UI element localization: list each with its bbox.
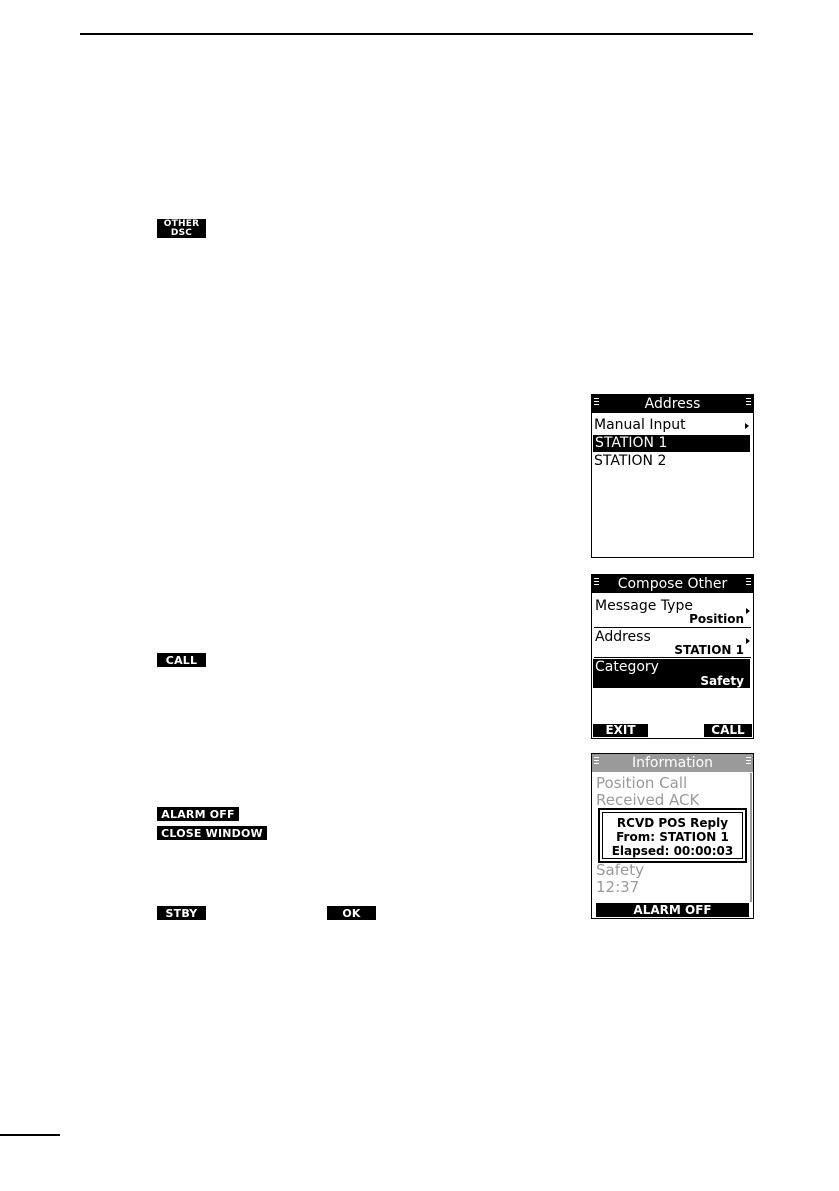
item-label: Address [595, 629, 651, 645]
alarm-off-key-icon: ALARM OFF [157, 807, 239, 821]
compose-item-message-type[interactable] [592, 595, 753, 626]
info-bg-line: Position Call [596, 774, 688, 792]
item-value: STATION 1 [674, 643, 744, 657]
info-bg-line: 12:37 [596, 878, 640, 896]
compose-title-bar [592, 575, 753, 593]
header-rule [80, 33, 753, 35]
address-item-station-2[interactable] [594, 453, 751, 470]
stby-key-icon: STBY [157, 906, 206, 920]
popup-line: RCVD POS Reply [616, 816, 729, 830]
information-screen [591, 753, 754, 919]
address-item-label: STATION 1 [595, 435, 668, 451]
info-bg-line: Received ACK [596, 792, 700, 806]
submenu-arrow-icon [745, 423, 749, 429]
item-label: Message Type [595, 598, 693, 614]
other-dsc-key-line1: OTHER [163, 219, 200, 229]
information-title-bar [592, 754, 753, 772]
compose-item-address[interactable] [592, 628, 753, 658]
submenu-arrow-icon [746, 608, 750, 614]
call-softkey[interactable]: CALL [704, 724, 752, 737]
address-item-label: STATION 2 [594, 453, 667, 469]
footer-rule [0, 1134, 60, 1136]
rcvd-pos-reply-popup [598, 808, 747, 863]
address-title: Address [644, 396, 701, 412]
menu-icon [746, 398, 751, 409]
address-screen [591, 394, 754, 558]
menu-icon [594, 757, 599, 768]
menu-icon [746, 757, 751, 768]
address-item-manual-input[interactable] [594, 417, 751, 434]
alarm-off-softkey[interactable]: ALARM OFF [596, 903, 749, 917]
call-key-icon: CALL [157, 653, 206, 667]
information-title: Information [631, 755, 714, 771]
popup-line: Elapsed: 00:00:03 [611, 844, 734, 858]
exit-softkey[interactable]: EXIT [593, 724, 648, 737]
submenu-arrow-icon [746, 638, 750, 644]
close-window-key-icon: CLOSE WINDOW [157, 826, 267, 840]
scrollbar [750, 773, 752, 902]
address-item-station-1[interactable] [593, 435, 750, 452]
menu-icon [594, 578, 599, 589]
ok-key-icon: OK [327, 906, 376, 920]
address-item-label: Manual Input [594, 417, 686, 433]
item-value: Safety [700, 674, 744, 688]
other-dsc-key-line2: DSC [170, 228, 193, 238]
item-label: Category [595, 659, 659, 675]
popup-line: From: STATION 1 [616, 830, 729, 844]
other-dsc-key-icon [157, 219, 206, 238]
address-title-bar [592, 395, 753, 413]
compose-title: Compose Other [617, 576, 728, 592]
menu-icon [746, 578, 751, 589]
menu-icon [594, 398, 599, 409]
divider [594, 657, 751, 658]
info-bg-line: Safety [596, 861, 644, 879]
item-value: Position [689, 612, 744, 626]
compose-item-category[interactable] [593, 659, 750, 688]
compose-other-screen [591, 574, 754, 739]
